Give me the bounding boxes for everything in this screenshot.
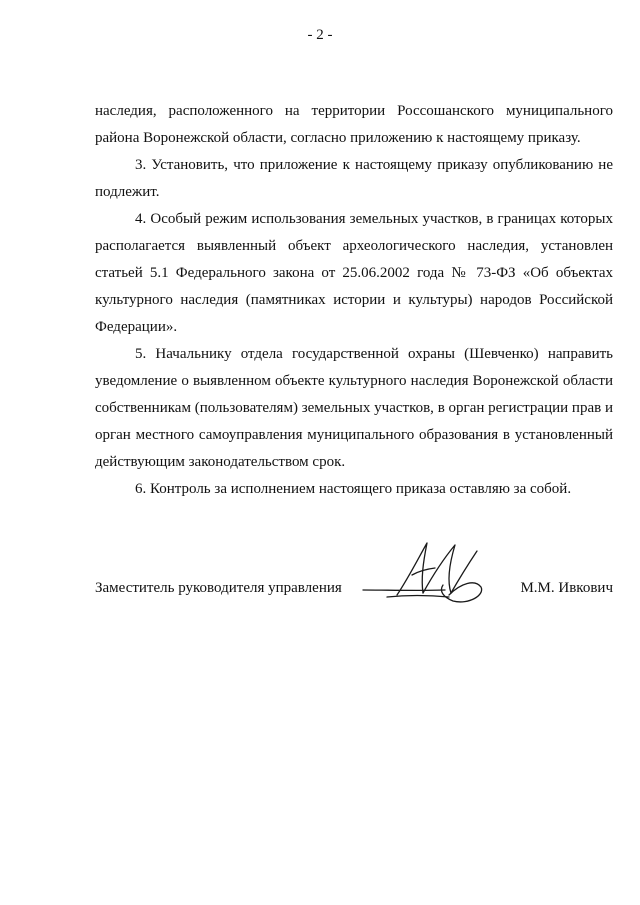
paragraph-continuation: наследия, расположенного на территории Россошанского муниципального района Воронежской области, согласно приложению к настоящему приказу. [95, 103, 613, 146]
paragraph-6: 6. Контроль за исполнением настоящего приказа оставляю за собой. [135, 481, 572, 497]
signature-block [95, 580, 613, 604]
paragraph-5: 5. Начальнику отдела государственной охраны (Шевченко) направить уведомление о выявленном объекте культурного наследия Воронежской области собственникам (пользователям) земельных участков, в орган регистрации прав и орган местного самоуправления муниципального образования в установленный действующим законодательством срок. [95, 346, 613, 470]
document-body [95, 98, 613, 503]
paragraph-4: 4. Особый режим использования земельных участков, в границах которых располагается выявленный объект археологического наследия, установлен статьей 5.1 Федерального закона от 25.06.2002 года № 73-ФЗ «Об объектах культурного наследия (памятниках истории и культуры) народов Российской Федерации». [95, 211, 613, 335]
signatory-position: Заместитель руководителя управления [95, 580, 342, 596]
paragraph-3: 3. Установить, что приложение к настоящему приказу опубликованию не подлежит. [95, 157, 613, 200]
page-number: - 2 - [307, 27, 333, 43]
signatory-name: М.М. Ивкович [520, 580, 613, 596]
handwritten-signature-icon [357, 535, 497, 610]
